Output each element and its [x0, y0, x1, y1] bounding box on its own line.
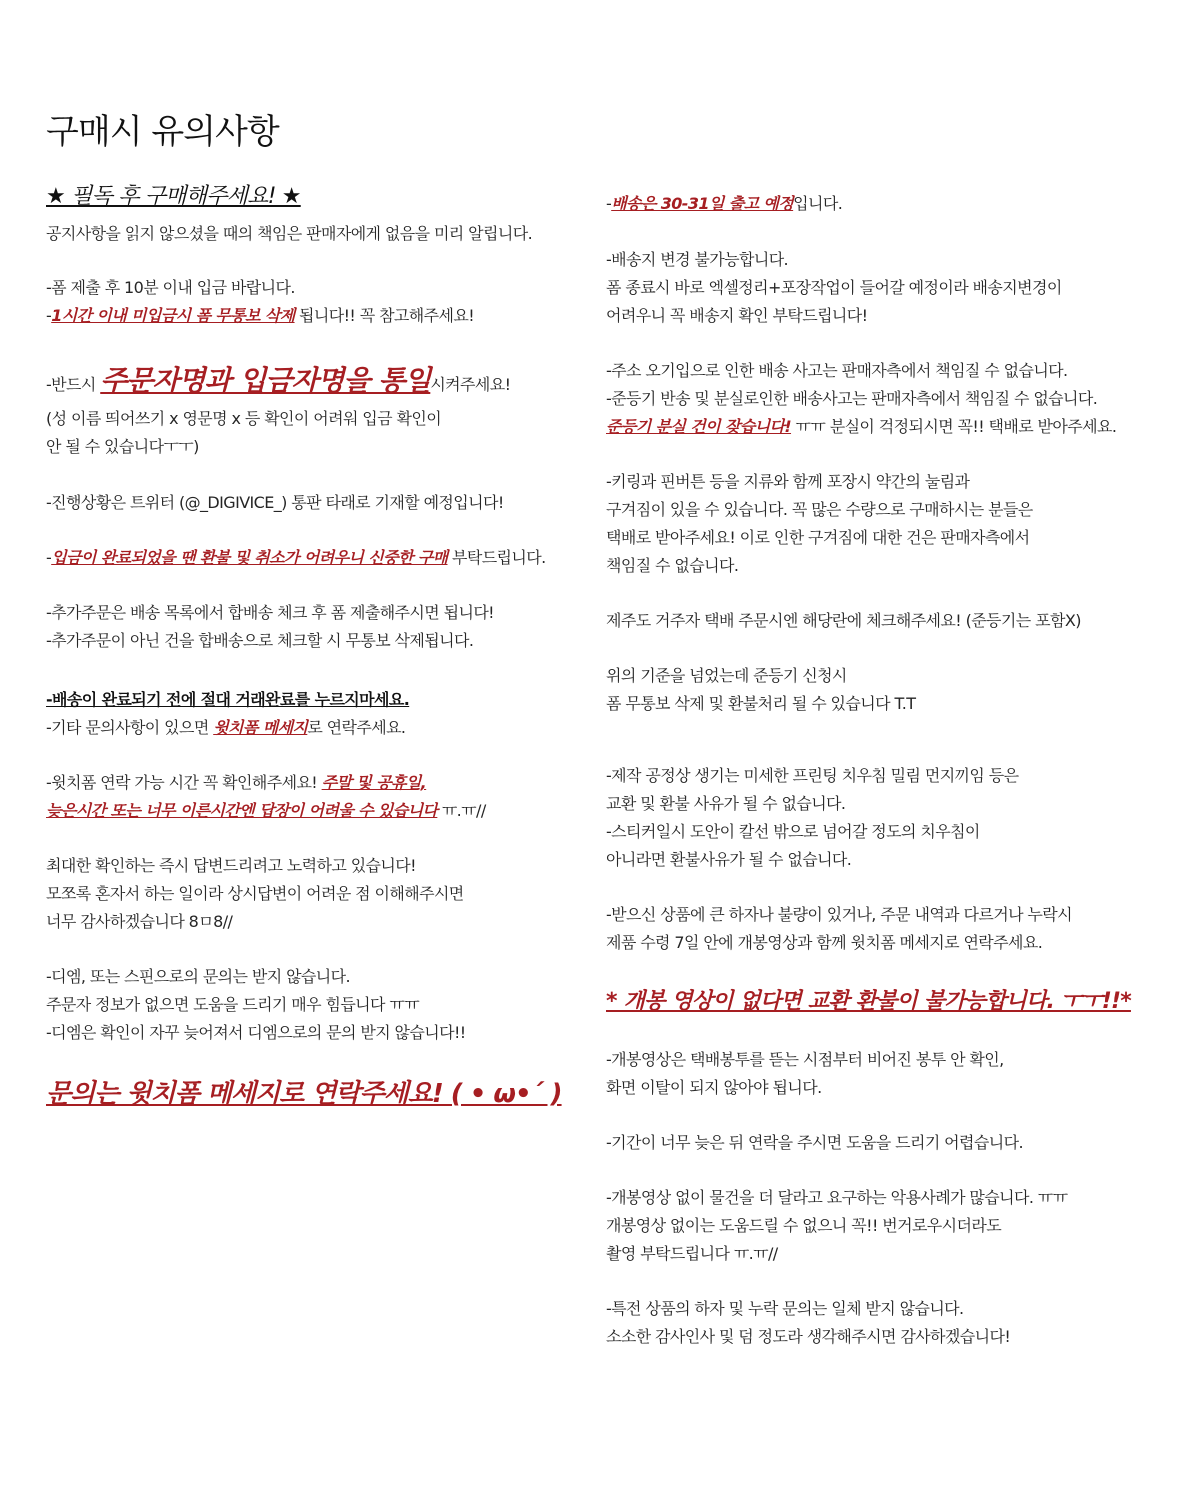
highlight-text: 윗치폼 메세지 — [213, 718, 308, 737]
highlight-text: 준등기 분실 건이 잦습니다! — [606, 417, 792, 436]
notice-line: 모쪼록 혼자서 하는 일이라 상시답변이 어려운 점 이해해주시면 — [46, 884, 464, 903]
notice-line: 폼 종료시 바로 엑셀정리+포장작업이 들어갈 예정이라 배송지변경이 — [606, 278, 1062, 297]
highlight-text: 늦은시간 또는 너무 이른시간엔 답장이 어려울 수 있습니다 — [46, 801, 438, 820]
notice-line: 아니라면 환불사유가 될 수 없습니다. — [606, 850, 852, 869]
notice-line: -디엠은 확인이 자꾸 늦어져서 디엠으로의 문의 받지 않습니다!! — [46, 1023, 466, 1042]
notice-text: 부탁드립니다. — [447, 548, 546, 567]
notice-text: -기타 문의사항이 있으면 — [46, 718, 214, 737]
notice-line: 소소한 감사인사 및 덤 정도라 생각해주시면 감사하겠습니다! — [606, 1327, 1011, 1346]
notice-line: 폼 무통보 삭제 및 환불처리 될 수 있습니다 T.T — [606, 694, 916, 713]
notice-line: 위의 기준을 넘었는데 준등기 신청시 — [606, 666, 847, 685]
notice-line: 구겨짐이 있을 수 있습니다. 꼭 많은 수량으로 구매하시는 분들은 — [606, 500, 1033, 519]
notice-line: 제품 수령 7일 안에 개봉영상과 함께 윗치폼 메세지로 연락주세요. — [606, 933, 1043, 952]
notice-text: ㅠㅠ 분실이 걱정되시면 꼭!! 택배로 받아주세요. — [791, 417, 1117, 436]
notice-line: -진행상황은 트위터 (@_DIGIVICE_) 통판 타래로 기재할 예정입니다! — [46, 493, 504, 512]
notice-line: -스티커일시 도안이 칼선 밖으로 넘어갈 정도의 치우침이 — [606, 822, 980, 841]
notice-line: 촬영 부탁드립니다 ㅠ.ㅠ// — [606, 1244, 778, 1263]
notice-line — [46, 547, 546, 569]
notice-line — [46, 362, 510, 404]
notice-text: -윗치폼 연락 가능 시간 꼭 확인해주세요! — [46, 773, 322, 792]
notice-line: -키링과 핀버튼 등을 지류와 함께 포장시 약간의 눌림과 — [606, 472, 970, 491]
notice-text: 시켜주세요! — [430, 375, 511, 394]
page-title: 구매시 유의사항 — [46, 112, 279, 152]
notice-line: 어려우니 꼭 배송지 확인 부탁드립니다! — [606, 306, 868, 325]
notice-text: -반드시 — [46, 375, 101, 394]
highlight-text: 입금이 완료되었을 땐 환불 및 취소가 어려우니 신중한 구매 — [51, 548, 448, 567]
notice-line: -폼 제출 후 10분 이내 입금 바랍니다. — [46, 278, 295, 297]
notice-line: -개봉영상은 택배봉투를 뜯는 시점부터 비어진 봉투 안 확인, — [606, 1050, 1004, 1069]
closing-headline: 문의는 윗치폼 메세지로 연락주세요! ( • ω•´ ) — [46, 1079, 562, 1109]
notice-line: -개봉영상 없이 물건을 더 달라고 요구하는 악용사례가 많습니다. ㅠㅠ — [606, 1188, 1068, 1207]
notice-line — [46, 772, 426, 794]
notice-text: 로 연락주세요. — [307, 718, 406, 737]
notice-line — [46, 717, 405, 739]
notice-line: -주소 오기입으로 인한 배송 사고는 판매자측에서 책임질 수 없습니다. — [606, 361, 1068, 380]
notice-text: - — [46, 306, 52, 325]
notice-text: 됩니다!! 꼭 참고해주세요! — [294, 306, 475, 325]
notice-line: 제주도 거주자 택배 주문시엔 해당란에 체크해주세요! (준등기는 포함X) — [606, 611, 1081, 630]
highlight-text-large: 주문자명과 입금자명을 통일 — [100, 364, 431, 397]
notice-line: -준등기 반송 및 분실로인한 배송사고는 판매자측에서 책임질 수 없습니다. — [606, 389, 1098, 408]
notice-line: 주문자 정보가 없으면 도움을 드리기 매우 힘듭니다 ㅠㅠ — [46, 995, 420, 1014]
notice-line: -디엠, 또는 스핀으로의 문의는 받지 않습니다. — [46, 967, 350, 986]
notice-line — [46, 305, 474, 327]
notice-line: 책임질 수 없습니다. — [606, 556, 739, 575]
notice-line: -기간이 너무 늦은 뒤 연락을 주시면 도움을 드리기 어렵습니다. — [606, 1133, 1023, 1152]
must-read-headline: ★ 필독 후 구매해주세요! ★ — [46, 184, 301, 209]
notice-line: -제작 공정상 생기는 미세한 프린팅 치우침 밀림 먼지끼임 등은 — [606, 766, 1019, 785]
notice-line: (성 이름 띄어쓰기 x 영문명 x 등 확인이 어려워 입금 확인이 — [46, 409, 442, 428]
notice-line: 택배로 받아주세요! 이로 인한 구겨짐에 대한 건은 판매자측에서 — [606, 528, 1030, 547]
notice-line: 교환 및 환불 사유가 될 수 없습니다. — [606, 794, 846, 813]
notice-text: - — [46, 548, 52, 567]
notice-line: -배송지 변경 불가능합니다. — [606, 250, 789, 269]
notice-line — [606, 416, 1116, 438]
notice-text: - — [606, 194, 612, 213]
notice-line: -추가주문은 배송 목록에서 합배송 체크 후 폼 제출해주시면 됩니다! — [46, 603, 494, 622]
notice-line: 안 될 수 있습니다ㅜㅜ) — [46, 437, 199, 456]
unboxing-warning-headline: * 개봉 영상이 없다면 교환 환불이 불가능합니다. ㅜㅜ!!* — [606, 989, 1131, 1014]
notice-line: -받으신 상품에 큰 하자나 불량이 있거나, 주문 내역과 다르거나 누락시 — [606, 905, 1073, 924]
notice-line: 너무 감사하겠습니다 8ㅁ8// — [46, 912, 233, 931]
highlight-text: 1시간 이내 미입금시 폼 무통보 삭제 — [51, 306, 295, 325]
notice-line: 최대한 확인하는 즉시 답변드리려고 노력하고 있습니다! — [46, 856, 416, 875]
notice-line: -추가주문이 아닌 건을 합배송으로 체크할 시 무통보 삭제됩니다. — [46, 631, 474, 650]
highlight-text: 배송은 30-31일 출고 예정 — [611, 194, 794, 213]
notice-line: 공지사항을 읽지 않으셨을 때의 책임은 판매자에게 없음을 미리 알립니다. — [46, 224, 533, 243]
notice-line — [46, 800, 486, 822]
notice-line — [606, 193, 842, 215]
notice-line: 화면 이탈이 되지 않아야 됩니다. — [606, 1078, 822, 1097]
highlight-text: 주말 및 공휴일, — [321, 773, 427, 792]
notice-line-bold: -배송이 완료되기 전에 절대 거래완료를 누르지마세요. — [46, 690, 410, 709]
notice-text: ㅠ.ㅠ// — [437, 801, 486, 820]
notice-line: 개봉영상 없이는 도움드릴 수 없으니 꼭!! 번거로우시더라도 — [606, 1216, 1002, 1235]
notice-text: 입니다. — [793, 194, 843, 213]
notice-line: -특전 상품의 하자 및 누락 문의는 일체 받지 않습니다. — [606, 1299, 964, 1318]
